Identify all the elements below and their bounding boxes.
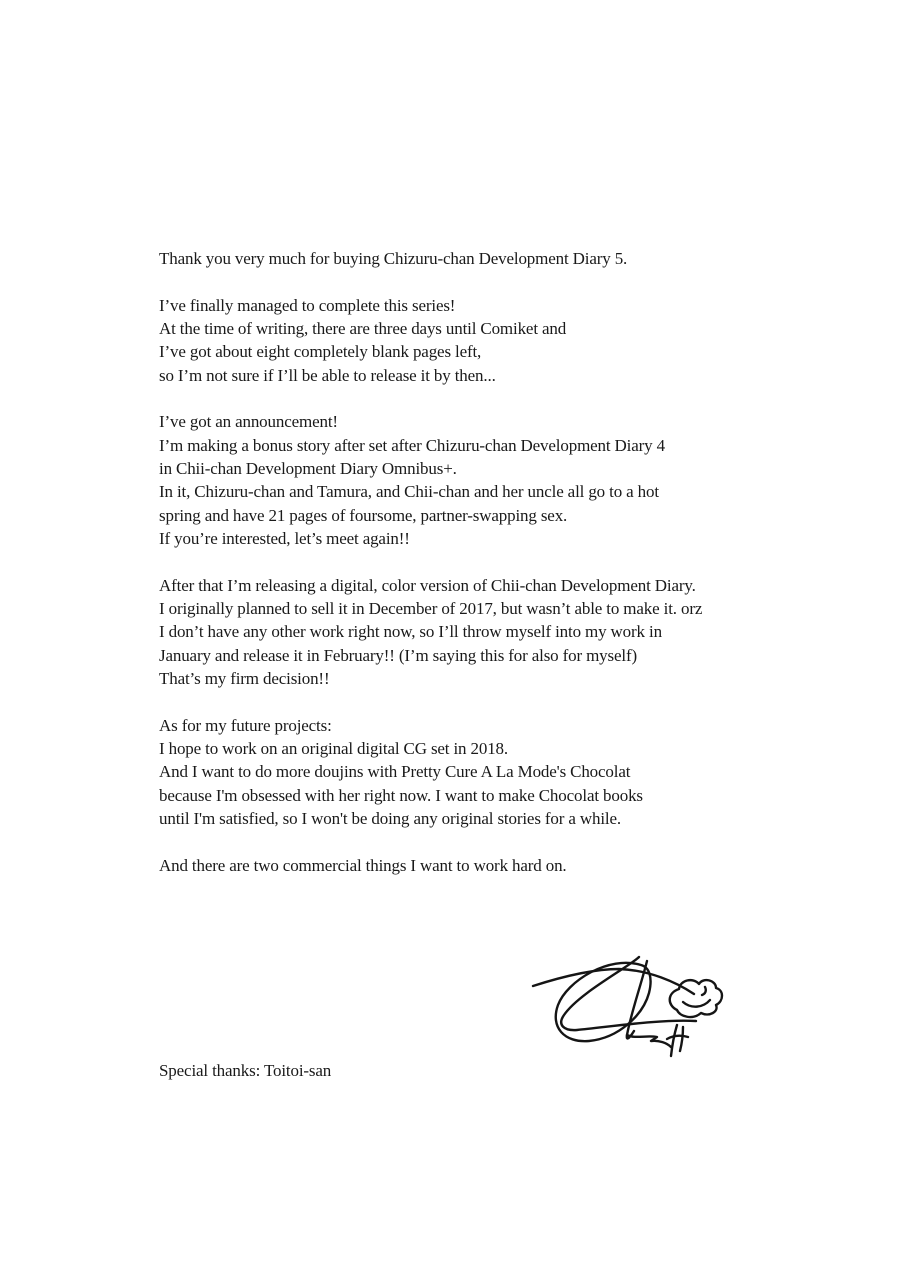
text-line: Thank you very much for buying Chizuru-chan Development Diary 5. [159,249,628,268]
text-line: January and release it in February!! (I’m saying this for also for myself) [159,645,637,665]
text-line: I’m making a bonus story after set after Chizuru-chan Development Diary 4 [159,435,665,455]
text-line: I hope to work on an original digital CG set in 2018. [159,738,509,758]
text-line: I’ve finally managed to complete this series! [159,295,456,315]
signature-glyph-stroke-1 [671,1025,677,1056]
signature-horizontal-stroke [533,969,694,994]
text-line: As for my future projects: [159,715,332,735]
text-line: In it, Chizuru-chan and Tamura, and Chii-chan and her uncle all go to a hot [159,482,659,502]
signature-cloud-nick [702,987,706,995]
text-line: because I'm obsessed with her right now. I want to make Chocolat books [159,785,643,805]
text-line: in Chii-chan Development Diary Omnibus+. [159,458,457,478]
artist-signature-drawing [531,955,727,1061]
text-line: That’s my firm decision!! [159,668,330,688]
text-line: spring and have 21 pages of foursome, partner-swapping sex. [159,505,568,525]
special-thanks-line: Special thanks: Toitoi-san [159,1061,332,1080]
signature-glyph-stroke-2 [680,1027,683,1051]
text-line: until I'm satisfied, so I won't be doing any original stories for a while. [159,808,621,828]
signature-zigzag-stroke [627,1035,671,1047]
signature-tall-loop-stroke [561,957,696,1030]
text-line: I’ve got an announcement! [159,412,338,432]
signature-glyph-stroke-3 [667,1036,688,1039]
signature-cloud-smile [683,1000,710,1007]
text-line: I originally planned to sell it in December of 2017, but wasn’t able to make it. orz [159,598,703,618]
text-line: I’ve got about eight completely blank pages left, [159,342,482,362]
text-line: If you’re interested, let’s meet again!! [159,528,410,548]
text-line: so I’m not sure if I’ll be able to release it by then... [159,365,496,385]
text-line: I don’t have any other work right now, so I’ll throw myself into my work in [159,622,662,642]
text-line: And I want to do more doujins with Pretty Cure A La Mode's Chocolat [159,762,631,782]
text-line: After that I’m releasing a digital, color version of Chii-chan Development Diary. [159,575,696,595]
text-line: At the time of writing, there are three days until Comiket and [159,318,567,338]
signature-diagonal-stroke [627,961,647,1038]
letter-body [159,247,799,877]
text-line: And there are two commercial things I want to work hard on. [159,855,567,875]
